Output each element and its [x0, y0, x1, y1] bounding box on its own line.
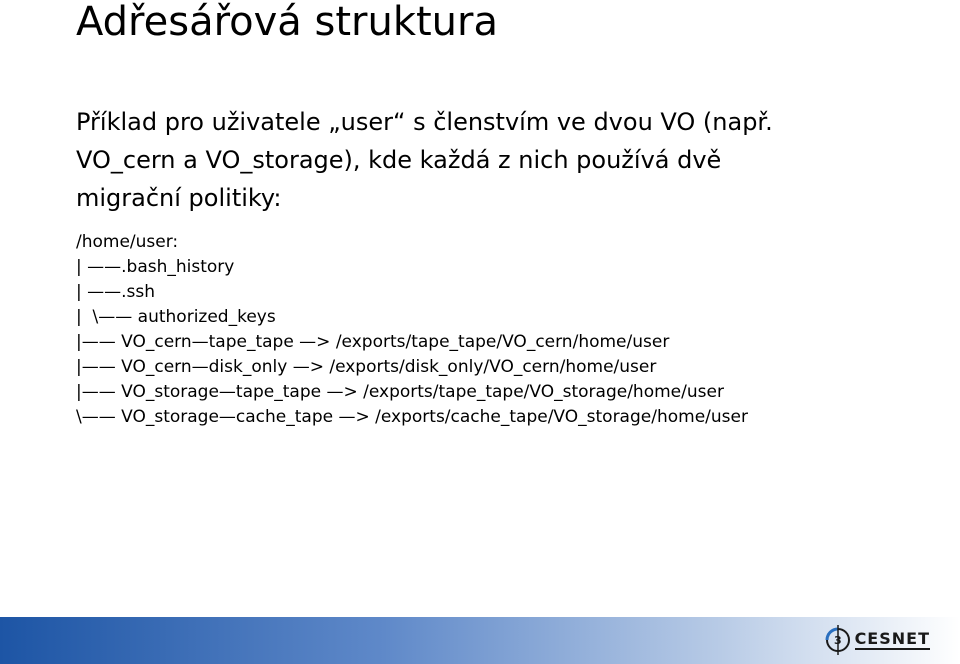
tree-line: | ——.ssh: [76, 282, 156, 302]
intro-line: Příklad pro uživatele „user“ s členstvím ve dvou VO (např.: [76, 108, 773, 136]
tree-line: | ——.bash_history: [76, 257, 235, 277]
logo-text: CESNET: [854, 629, 930, 648]
intro-line: VO_cern a VO_storage), kde každá z nich používá dvě: [76, 146, 722, 174]
tree-line: /home/user:: [76, 232, 179, 252]
directory-tree: [76, 230, 946, 430]
tree-line: |—— VO_cern—tape_tape —> /exports/tape_tape/VO_cern/home/user: [76, 332, 670, 352]
intro-paragraph: [76, 103, 916, 217]
footer-bar: [0, 617, 960, 664]
intro-line: migrační politiky:: [76, 184, 282, 212]
tree-line: |—— VO_storage—tape_tape —> /exports/tape_tape/VO_storage/home/user: [76, 382, 724, 402]
tree-line: \—— VO_storage—cache_tape —> /exports/cache_tape/VO_storage/home/user: [76, 407, 748, 427]
slide-title: Adřesářová struktura: [76, 0, 498, 45]
cesnet-logo-icon: [823, 625, 853, 655]
cesnet-logo: [823, 624, 930, 656]
svg-text:3: 3: [833, 634, 842, 647]
tree-line: |—— VO_cern—disk_only —> /exports/disk_only/VO_cern/home/user: [76, 357, 657, 377]
tree-line: | \—— authorized_keys: [76, 307, 276, 327]
